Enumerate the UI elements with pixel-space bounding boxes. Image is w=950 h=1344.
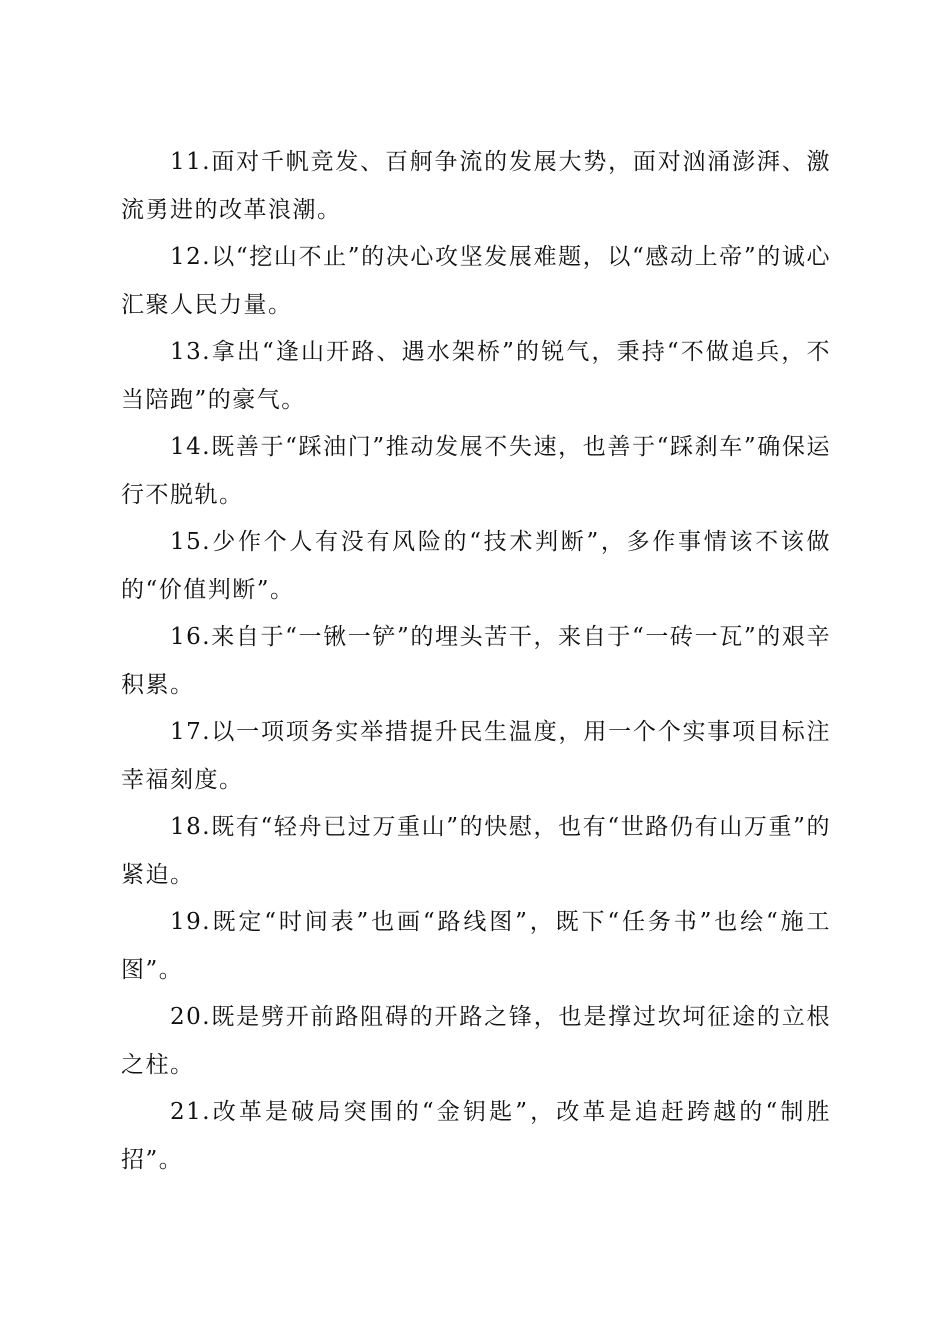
paragraph-19: 19.既定“时间表”也画“路线图”，既下“任务书”也绘“施工图”。: [121, 909, 831, 983]
paragraph-11: 11.面对千帆竞发、百舸争流的发展大势，面对汹涌澎湃、激流勇进的改革浪潮。: [121, 149, 831, 223]
document-body: [121, 139, 831, 1184]
paragraph-18: 18.既有“轻舟已过万重山”的快慰，也有“世路仍有山万重”的紧迫。: [121, 814, 831, 888]
paragraph-13: 13.拿出“逢山开路、遇水架桥”的锐气，秉持“不做追兵，不当陪跑”的豪气。: [121, 339, 831, 413]
paragraph-16: 16.来自于“一锹一铲”的埋头苦干，来自于“一砖一瓦”的艰辛积累。: [121, 624, 831, 698]
paragraph-21: 21.改革是破局突围的“金钥匙”，改革是追赶跨越的“制胜招”。: [121, 1099, 831, 1173]
paragraph-15: 15.少作个人有没有风险的“技术判断”，多作事情该不该做的“价值判断”。: [121, 529, 831, 603]
paragraph-12: 12.以“挖山不止”的决心攻坚发展难题，以“感动上帝”的诚心汇聚人民力量。: [121, 244, 831, 318]
paragraph-14: 14.既善于“踩油门”推动发展不失速，也善于“踩刹车”确保运行不脱轨。: [121, 434, 831, 508]
paragraph-20: 20.既是劈开前路阻碍的开路之锋，也是撑过坎坷征途的立根之柱。: [121, 1004, 831, 1078]
paragraph-17: 17.以一项项务实举措提升民生温度，用一个个实事项目标注幸福刻度。: [121, 719, 831, 793]
